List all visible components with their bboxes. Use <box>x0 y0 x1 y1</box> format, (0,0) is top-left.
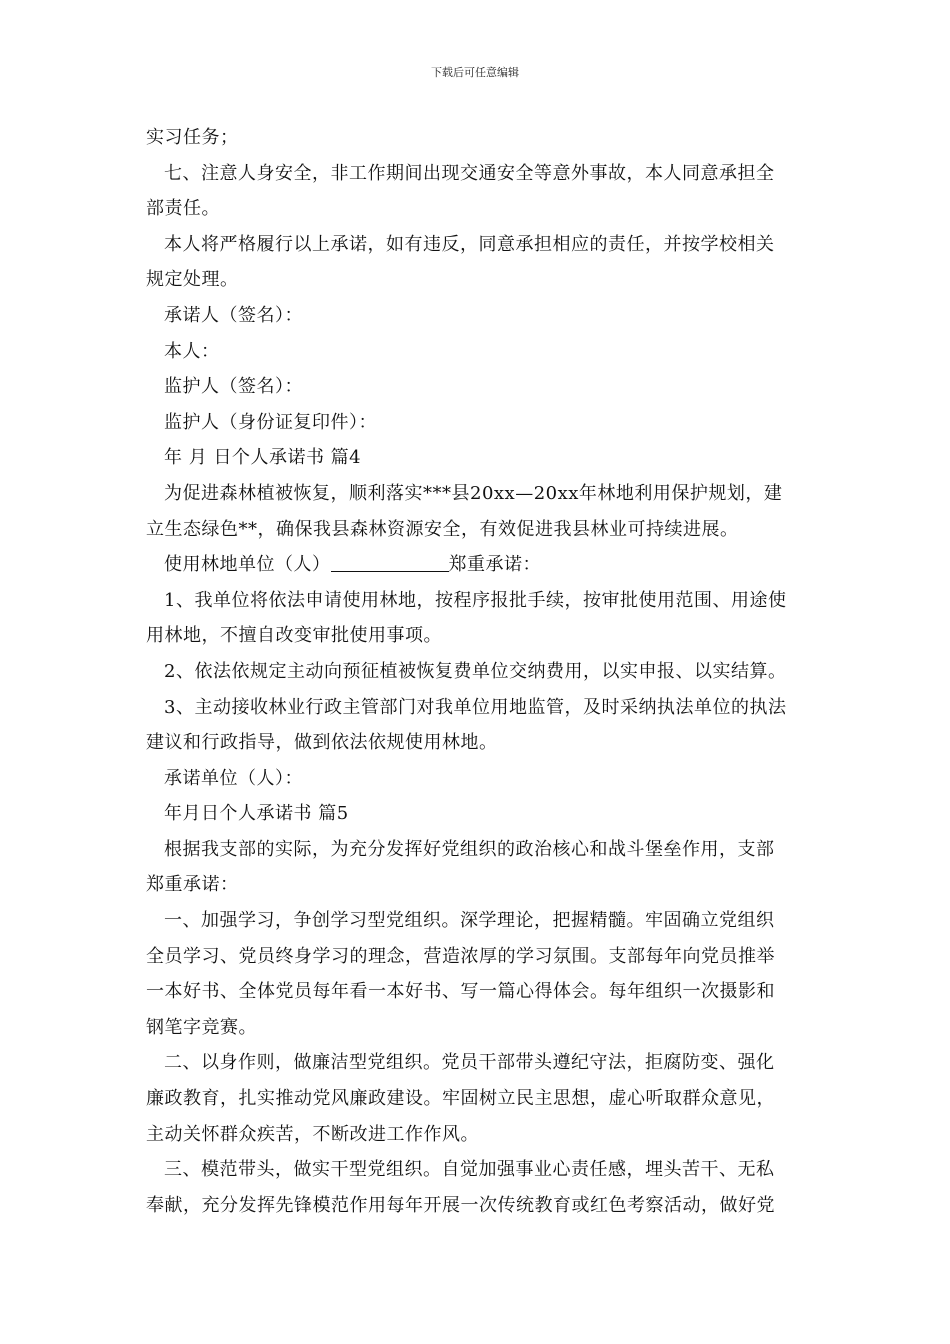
text-line: 1、我单位将依法申请使用林地，按程序报批手续，按审批使用范围、用途使 <box>164 589 787 611</box>
text-line: 根据我支部的实际，为充分发挥好党组织的政治核心和战斗堡垒作用，支部 <box>164 838 775 860</box>
blank-label: 使用林地单位（人） <box>164 554 331 576</box>
text-line: 用林地，不擅自改变审批使用事项。 <box>146 625 442 647</box>
text-line: 建议和行政指导，做到依法依规使用林地。 <box>146 732 498 754</box>
blank-underline <box>331 553 449 572</box>
text-line: 全员学习、党员终身学习的理念，营造浓厚的学习氛围。支部每年向党员推举 <box>146 945 775 967</box>
text-line: 3、主动接收林业行政主管部门对我单位用地监管，及时采纳执法单位的执法 <box>164 696 787 718</box>
document-body <box>146 120 806 1223</box>
page-header-note: 下载后可任意编辑 <box>431 66 519 79</box>
text-line: 立生态绿色**，确保我县森林资源安全，有效促进我县林业可持续进展。 <box>146 518 739 540</box>
text-line: 主动关怀群众疾苦，不断改进工作作风。 <box>146 1123 479 1145</box>
text-line-with-blank <box>146 547 806 583</box>
section-heading: 年 月 日个人承诺书 篇4 <box>164 447 362 469</box>
text-line: 钢笔字竞赛。 <box>146 1016 257 1038</box>
text-line: 一本好书、全体党员每年看一本好书、写一篇心得体会。每年组织一次摄影和 <box>146 981 775 1003</box>
text-line: 部责任。 <box>146 198 220 220</box>
text-line: 奉献，充分发挥先锋模范作用每年开展一次传统教育或红色考察活动，做好党 <box>146 1194 775 1216</box>
text-line: 郑重承诺： <box>146 874 239 896</box>
text-line: 规定处理。 <box>146 269 239 291</box>
text-line: 三、模范带头，做实干型党组织。自觉加强事业心责任感，埋头苦干、无私 <box>164 1159 775 1181</box>
text-line: 廉政教育，扎实推动党风廉政建设。牢固树立民主思想，虚心听取群众意见， <box>146 1088 775 1110</box>
text-line: 为促进森林植被恢复，顺利落实***县20xx—20xx年林地利用保护规划，建 <box>164 482 783 504</box>
section-heading: 年月日个人承诺书 篇5 <box>164 803 349 825</box>
text-line: 实习任务； <box>146 127 239 148</box>
text-line: 本人： <box>164 340 220 362</box>
text-line: 本人将严格履行以上承诺，如有违反，同意承担相应的责任，并按学校相关 <box>164 233 775 255</box>
text-line: 一、加强学习，争创学习型党组织。深学理论，把握精髓。牢固确立党组织 <box>164 910 775 932</box>
text-line: 承诺人（签名）： <box>164 304 303 326</box>
text-line: 2、依法依规定主动向预征植被恢复费单位交纳费用，以实申报、以实结算。 <box>164 660 787 682</box>
text-line: 二、以身作则，做廉洁型党组织。党员干部带头遵纪守法，拒腐防变、强化 <box>164 1052 775 1074</box>
text-line: 承诺单位（人）： <box>164 767 303 789</box>
text-line: 七、注意人身安全，非工作期间出现交通安全等意外事故，本人同意承担全 <box>164 162 775 184</box>
blank-suffix: 郑重承诺： <box>448 554 541 576</box>
text-line: 监护人（身份证复印件）： <box>164 411 377 433</box>
text-line: 监护人（签名）： <box>164 376 303 398</box>
